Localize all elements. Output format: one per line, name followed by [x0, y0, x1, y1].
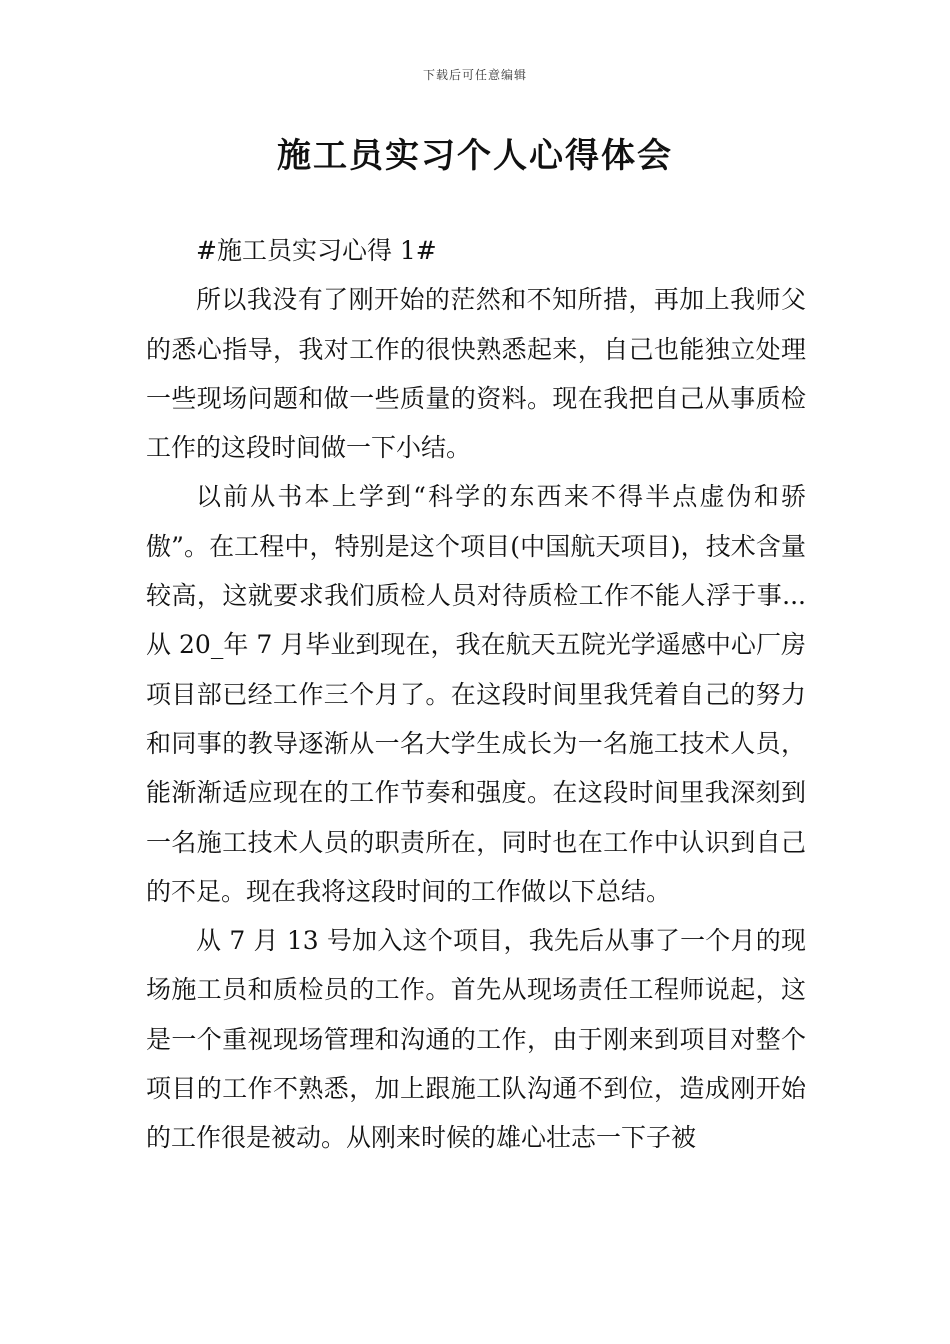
paragraph: 所以我没有了刚开始的茫然和不知所措，再加上我师父的悉心指导，我对工作的很快熟悉起来，自己也能独立处理一些现场问题和做一些质量的资料。现在我把自己从事质检工作的这段时间做一下小结。 [146, 285, 806, 463]
paragraph: 从 7 月 13 号加入这个项目，我先后从事了一个月的现场施工员和质检员的工作。首先从现场责任工程师说起，这是一个重视现场管理和沟通的工作，由于刚来到项目对整个项目的工作不熟悉，加上跟施工队沟通不到位，造成刚开始的工作很是被动。从刚来时候的雄心壮志一下子被 [146, 926, 806, 1153]
section-heading: #施工员实习心得 1# [196, 236, 437, 265]
document-title: 施工员实习个人心得体会 [277, 136, 673, 176]
document-body [146, 226, 806, 1163]
header-note: 下载后可任意编辑 [422, 68, 527, 82]
paragraph: 以前从书本上学到“科学的东西来不得半点虚伪和骄傲”。在工程中，特别是这个项目(中国航天项目)，技术含量较高，这就要求我们质检人员对待质检工作不能人浮于事...从 20_年 7 月毕业到现在，我在航天五院光学遥感中心厂房项目部已经工作三个月了。在这段时间里我凭着自己的努力和同事的教导逐渐从一名大学生成长为一名施工技术人员，能渐渐适应现在的工作节奏和强度。在这段时间里我深刻到一名施工技术人员的职责所在，同时也在工作中认识到自己的不足。现在我将这段时间的工作做以下总结。 [146, 482, 806, 906]
